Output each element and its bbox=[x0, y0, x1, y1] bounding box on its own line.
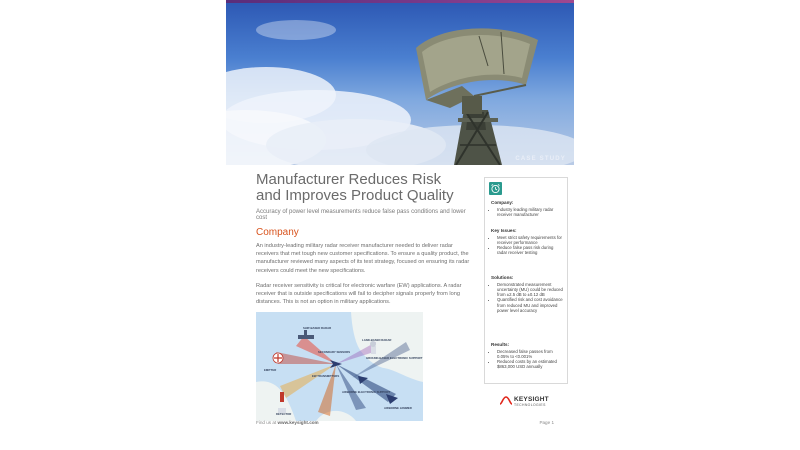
sidebar-list-item: • Reduce false pass risk during radar receiver testing bbox=[497, 245, 563, 256]
ew-scenario-map bbox=[256, 312, 423, 421]
map-illustration bbox=[256, 312, 423, 421]
map-label-detector: DETECTOR bbox=[276, 412, 292, 416]
sidebar-solutions-block bbox=[491, 275, 563, 313]
hero-image bbox=[226, 0, 574, 165]
keysight-wave-icon bbox=[500, 396, 512, 408]
map-label-land-radar: LAND-BASED RADAR bbox=[362, 338, 392, 342]
footer-find-us bbox=[256, 420, 319, 425]
sidebar-list-item: • Industry leading military radar receiver manufacturer bbox=[497, 207, 563, 218]
map-label-airborne-support: AIRBORNE ELECTRONIC SUPPORT bbox=[342, 390, 391, 394]
map-label-secondary-sensors: SECONDARY SENSORS bbox=[318, 350, 351, 354]
map-label-ew-transmitters: EW TRANSMITTERS bbox=[312, 374, 340, 378]
sidebar-list-item: • Demonstrated measurement uncertainty (MU) could be reduced from ±2.5 dB to ±0.12 dB bbox=[497, 282, 563, 298]
company-paragraph-1: An industry-leading military radar receiver manufacturer needed to deliver radar receivers that met tough new customer specifications. To ensure a quality product, the manufacturer reviewed many aspects of its test strategy, focused on ensuring its radar receivers could meet the new specifications. bbox=[256, 243, 470, 274]
sidebar-list-item: • Quantified risk and cost avoidance from reduced MU and improved power level accuracy bbox=[497, 297, 563, 313]
map-label-emitter: EMITTER bbox=[264, 368, 277, 372]
sidebar-list-item: • Reduced costs by an estimated $863,000 USD annually bbox=[497, 359, 563, 370]
case-summary-sidebar bbox=[484, 177, 568, 384]
company-paragraph-2: Radar receiver sensitivity is critical for electronic warfare (EW) applications. A radar receiver that is outside specifications will fail to decipher signals properly from long distances. This is not an option in military applications. bbox=[256, 283, 462, 306]
radar-dish-photo bbox=[226, 0, 574, 165]
alarm-clock-icon bbox=[489, 182, 502, 195]
company-heading: Company bbox=[256, 227, 299, 238]
sidebar-company-block bbox=[491, 200, 563, 217]
sidebar-key-issues-block bbox=[491, 228, 563, 256]
footer-page-number: Page 1 bbox=[539, 420, 554, 425]
page-subtitle: Accuracy of power level measurements reduce false pass conditions and lower cost bbox=[256, 209, 466, 221]
footer-find-us-prefix: Find us at bbox=[256, 420, 277, 425]
sidebar-heading: Results: bbox=[491, 342, 510, 347]
map-label-ship-radar: SHIP-BASED RADAR bbox=[303, 326, 332, 330]
case-study-label: CASE STUDY bbox=[515, 156, 566, 162]
sidebar-heading: Key Issues: bbox=[491, 228, 517, 233]
document-page bbox=[226, 0, 574, 450]
page-title: Manufacturer Reduces Risk and Improves Product Quality bbox=[256, 171, 454, 204]
footer-url-link[interactable]: www.keysight.com bbox=[277, 420, 319, 425]
map-label-airborne-jammer: AIRBORNE JAMMER bbox=[384, 406, 412, 410]
sidebar-heading: Company: bbox=[491, 200, 514, 205]
logo-name: KEYSIGHT bbox=[514, 396, 549, 403]
sidebar-list-item: • Meet strict safety requirements for receiver performance bbox=[497, 235, 563, 246]
map-label-ground-support: GROUND-BASED ELECTRONIC SUPPORT bbox=[366, 356, 423, 360]
logo-subtitle: TECHNOLOGIES bbox=[514, 403, 546, 407]
keysight-logo bbox=[500, 396, 570, 410]
sidebar-heading: Solutions: bbox=[491, 275, 514, 280]
sidebar-results-block bbox=[491, 342, 563, 370]
sidebar-list-item: • Decreased false passes from 0.05% to <0.001% bbox=[497, 349, 563, 360]
